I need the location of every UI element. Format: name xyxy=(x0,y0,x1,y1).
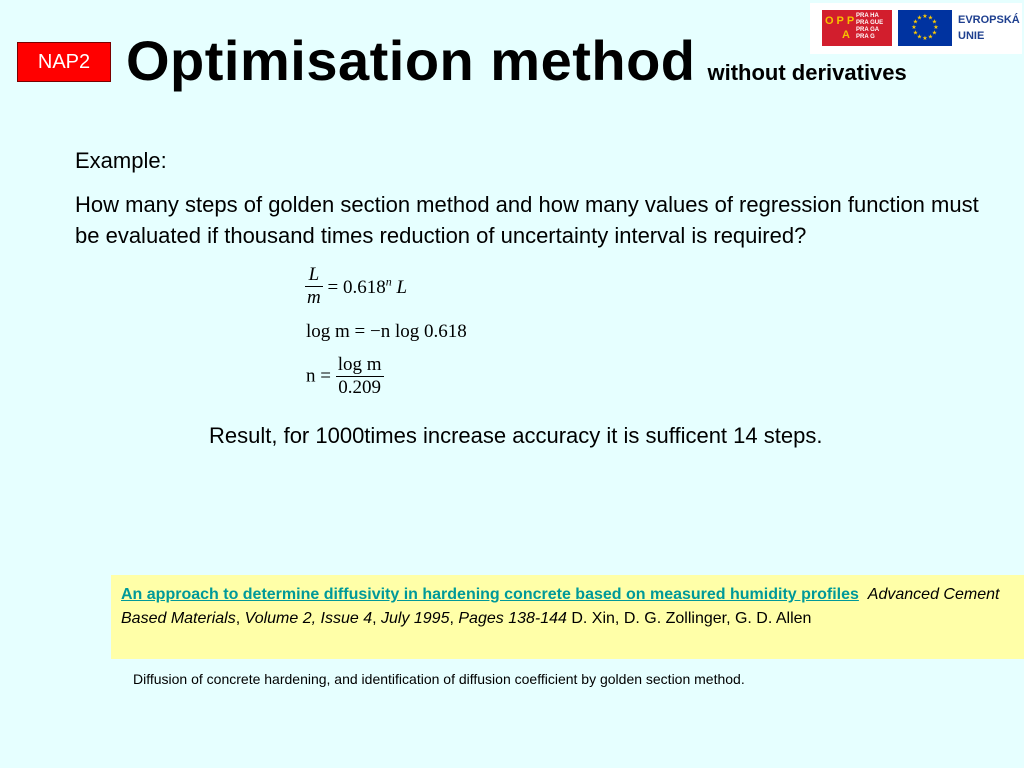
page-title: Optimisation method xyxy=(126,29,696,92)
svg-text:★: ★ xyxy=(927,14,934,22)
eq3-denominator: 0.209 xyxy=(336,376,384,399)
equation-1 xyxy=(305,264,407,309)
eq1-exponent: n xyxy=(385,274,392,289)
eq1-numerator: L xyxy=(308,264,320,285)
fraction-l-over-m xyxy=(305,264,323,309)
reference-date: July 1995 xyxy=(380,610,450,627)
svg-text:★: ★ xyxy=(931,29,938,37)
svg-text:★: ★ xyxy=(927,33,934,41)
svg-text:★: ★ xyxy=(912,29,919,37)
question-text: How many steps of golden section method and how many values of regression function must be evaluated if thousand times reduction of uncertainty interval is required? xyxy=(75,192,979,248)
svg-text:★: ★ xyxy=(916,14,923,22)
svg-text:★: ★ xyxy=(933,24,939,31)
svg-text:★: ★ xyxy=(922,35,928,42)
reference-volume: Volume 2, Issue 4 xyxy=(244,610,373,627)
eu-flag-icon xyxy=(898,10,952,46)
oppa-logo-text-2: A xyxy=(842,29,850,41)
eq1-rhs-value: = 0.618 xyxy=(327,276,386,298)
reference-authors: D. Xin, D. G. Zollinger, G. D. Allen xyxy=(571,610,812,627)
svg-text:★: ★ xyxy=(911,24,917,31)
oppa-logo xyxy=(822,10,892,46)
equation-2: log m = −n log 0.618 xyxy=(306,321,467,342)
praha-grid-line: PRA GA xyxy=(856,27,880,33)
content-block xyxy=(75,145,995,251)
example-label: Example: xyxy=(75,148,167,173)
equation-3 xyxy=(306,354,384,399)
eu-text-line-1: EVROPSKÁ xyxy=(958,14,1020,26)
svg-text:★: ★ xyxy=(916,33,923,41)
oppa-logo-text-1: OPP xyxy=(825,15,858,27)
eu-logo-text xyxy=(958,12,1020,44)
svg-text:★: ★ xyxy=(912,18,919,26)
eq3-numerator: log m xyxy=(337,354,382,375)
eq1-denominator: m xyxy=(307,287,321,308)
reference-pages: Pages 138-144 xyxy=(458,610,567,627)
page-subtitle: without derivatives xyxy=(707,60,907,85)
figure-caption: Diffusion of concrete hardening, and identification of diffusion coefficient by golden section method. xyxy=(133,671,745,687)
eq3-lhs: n = xyxy=(306,365,331,387)
nap2-badge: NAP2 xyxy=(17,42,111,82)
svg-text:★: ★ xyxy=(922,13,928,20)
eq1-rhs xyxy=(327,274,408,298)
eq1-rhs-var: L xyxy=(396,276,408,298)
slide-title xyxy=(126,28,907,93)
fraction-logm-over-0209 xyxy=(336,354,384,399)
praha-grid-line: PRA G xyxy=(856,34,875,40)
praha-grid-line: PRA HA xyxy=(856,13,879,19)
praha-grid xyxy=(856,13,883,41)
svg-text:★: ★ xyxy=(931,18,938,26)
eu-text-line-2: UNIE xyxy=(958,30,985,42)
logo-strip xyxy=(810,3,1022,54)
result-text: Result, for 1000times increase accuracy it is sufficent 14 steps. xyxy=(209,423,823,448)
praha-grid-line: PRA GUE xyxy=(856,20,884,26)
reference-box: An approach to determine diffusivity in hardening concrete based on measured humidity profiles Advanced Cement Based Materials, Volume 2, Issue 4, July 1995, Pages 138-144 D. Xin, D. G. Zollinger, G. D. Allen xyxy=(111,575,1024,659)
reference-journal: Advanced Cement Based Materials xyxy=(121,586,1000,627)
reference-link[interactable]: An approach to determine diffusivity in hardening concrete based on measured humidity profiles xyxy=(121,586,859,603)
